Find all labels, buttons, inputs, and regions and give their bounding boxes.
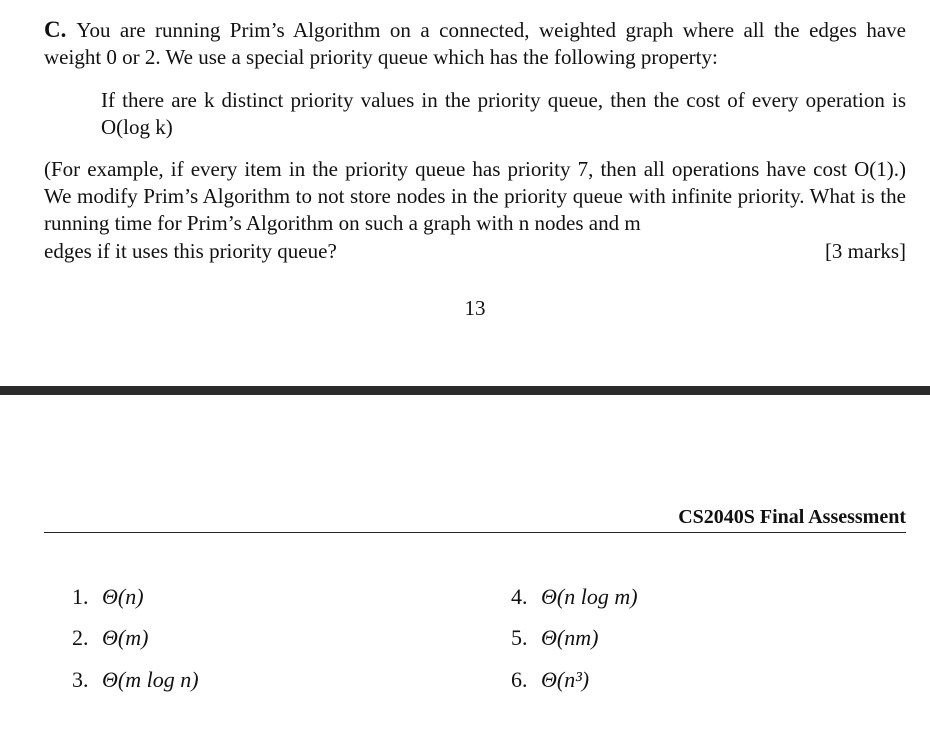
- option-number: 4.: [511, 584, 528, 609]
- option-4[interactable]: [511, 584, 638, 610]
- page-number: 13: [464, 296, 486, 320]
- question-intro: [44, 16, 906, 71]
- option-1[interactable]: [72, 584, 144, 610]
- option-answer: Θ(nm): [541, 625, 599, 650]
- option-number: 5.: [511, 625, 528, 650]
- question-last-line: [44, 238, 906, 265]
- page-header-title: CS2040S Final Assessment: [678, 506, 906, 528]
- marks-label: [3 marks]: [824, 239, 906, 263]
- property-quote: If there are k distinct priority values in the priority queue, then the cost of every operation is O(log k): [101, 88, 906, 139]
- option-3[interactable]: [72, 667, 199, 693]
- option-5[interactable]: [511, 625, 598, 651]
- option-number: 1.: [72, 584, 89, 609]
- question-label: C.: [44, 17, 67, 42]
- option-6[interactable]: [511, 667, 589, 693]
- page-separator: [0, 386, 930, 395]
- option-answer: Θ(m): [102, 625, 149, 650]
- option-answer: Θ(n³): [541, 667, 590, 692]
- option-answer: Θ(n log m): [541, 584, 638, 609]
- option-number: 2.: [72, 625, 89, 650]
- option-2[interactable]: [72, 625, 148, 651]
- question-last-text: edges if it uses this priority queue?: [44, 239, 337, 263]
- header-rule: [44, 532, 906, 533]
- question-intro-text: You are running Prim’s Algorithm on a connected, weighted graph where all the edges have weight 0 or 2. We use a special priority queue which has the following property:: [44, 18, 906, 69]
- option-answer: Θ(m log n): [102, 667, 199, 692]
- question-body: (For example, if every item in the priority queue has priority 7, then all operations have cost O(1).) We modify Prim’s Algorithm to not store nodes in the priority queue with infinite priority. What is the running time for Prim’s Algorithm on such a graph with n nodes and m: [44, 157, 906, 235]
- option-number: 6.: [511, 667, 528, 692]
- option-number: 3.: [72, 667, 89, 692]
- option-answer: Θ(n): [102, 584, 144, 609]
